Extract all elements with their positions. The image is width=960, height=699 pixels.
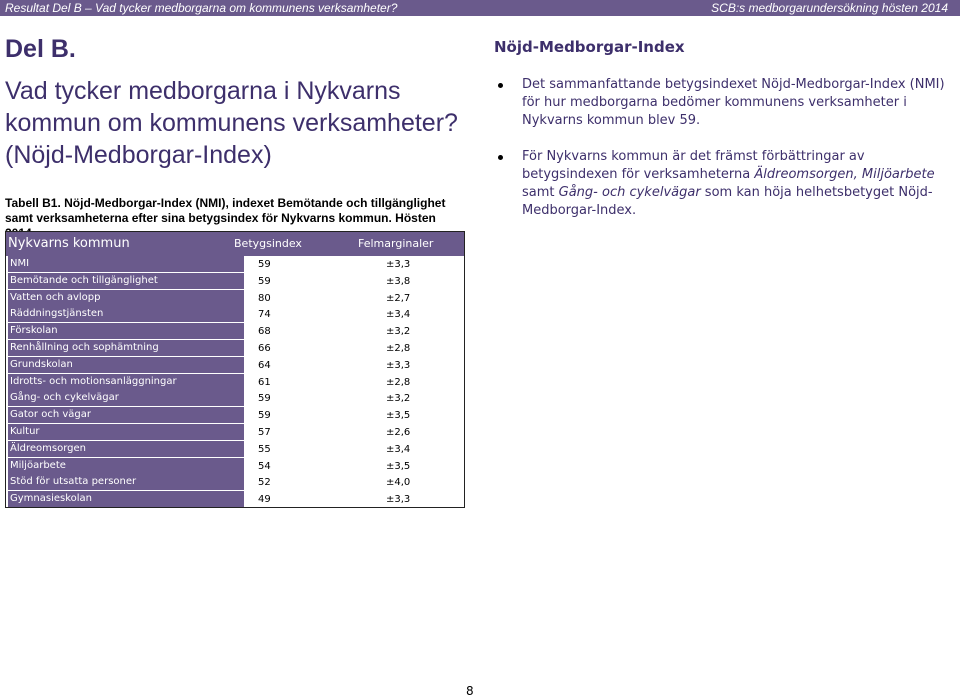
table-caption: Tabell B1. Nöjd-Medborgar-Index (NMI), indexet Bemötande och tillgänglighet samt verksamheterna efter sina betygsindex för Nykvarns kommun. Hösten xyxy=(5,196,446,225)
table-row xyxy=(6,357,464,374)
row-label: Gator och vägar xyxy=(8,407,244,423)
bullet-text: Det sammanfattande betygsindexet Nöjd-Medborgar-Index (NMI) för hur medborgarna bedömer kommunens verksamheter i Nykvarns kommun blev 59. xyxy=(522,77,945,128)
row-score: 66 xyxy=(258,343,271,354)
row-label: Bemötande och tillgänglighet xyxy=(8,273,244,289)
summary-bullets xyxy=(498,76,958,238)
row-margin: ±3,5 xyxy=(386,410,411,422)
bullet-text-middle: samt xyxy=(522,185,559,200)
row-score: 59 xyxy=(258,410,271,422)
row-margin: ±3,8 xyxy=(386,275,411,287)
row-margin: ±2,6 xyxy=(386,427,411,438)
row-margin: ±3,2 xyxy=(386,326,411,338)
row-margin: ±3,3 xyxy=(386,259,411,270)
header-right-text: SCB:s medborgarundersökning hösten 2014 xyxy=(711,1,948,15)
row-label: Äldreomsorgen xyxy=(8,441,244,457)
part-title: Del B. xyxy=(5,35,76,63)
table-row xyxy=(6,374,464,391)
table-row xyxy=(6,290,464,307)
row-margin: ±2,8 xyxy=(386,343,411,354)
table-row xyxy=(6,491,464,508)
row-label: Kultur xyxy=(8,424,244,440)
header-municipality: Nykvarns kommun xyxy=(8,236,130,251)
table-row xyxy=(6,340,464,357)
row-label: Förskolan xyxy=(8,323,244,339)
page-number: 8 xyxy=(466,684,474,698)
row-margin: ±2,8 xyxy=(386,376,411,388)
row-label: Idrotts- och motionsanläggningar xyxy=(8,374,244,390)
table-row xyxy=(6,407,464,424)
row-score: 68 xyxy=(258,326,271,338)
row-label: Stöd för utsatta personer xyxy=(8,474,244,490)
row-score: 52 xyxy=(258,477,271,489)
header-margin: Felmarginaler xyxy=(358,237,434,250)
header-score: Betygsindex xyxy=(234,237,302,250)
table-row xyxy=(6,323,464,340)
row-label: Gymnasieskolan xyxy=(8,491,244,507)
row-score: 54 xyxy=(258,460,271,472)
row-label: Räddningstjänsten xyxy=(8,306,244,322)
table-row xyxy=(6,458,464,475)
bullet-text-italic2: Gång- och cykelvägar xyxy=(558,185,701,200)
row-margin: ±2,7 xyxy=(386,292,411,304)
row-label: Vatten och avlopp xyxy=(8,290,244,306)
results-table xyxy=(5,231,465,508)
table-row xyxy=(6,441,464,458)
row-margin: ±4,0 xyxy=(386,477,411,489)
row-label: Grundskolan xyxy=(8,357,244,373)
bullet-item xyxy=(498,76,958,130)
row-margin: ±3,4 xyxy=(386,309,411,321)
row-margin: ±3,4 xyxy=(386,443,411,455)
table-row xyxy=(6,390,464,407)
row-score: 49 xyxy=(258,494,271,506)
row-score: 59 xyxy=(258,259,271,270)
row-label: NMI xyxy=(8,256,244,272)
row-score: 55 xyxy=(258,443,271,455)
row-label: Gång- och cykelvägar xyxy=(8,390,244,406)
bullet-text-after: som kan höja helhetsbetyget Nöjd-Medborgar-Index. xyxy=(522,185,933,218)
row-label: Renhållning och sophämtning xyxy=(8,340,244,356)
bullet-icon xyxy=(498,155,503,160)
table-row xyxy=(6,424,464,441)
row-score: 80 xyxy=(258,292,271,304)
page-header xyxy=(0,0,960,16)
row-label: Miljöarbete xyxy=(8,458,244,474)
table-header xyxy=(6,232,464,256)
row-score: 64 xyxy=(258,359,271,371)
row-score: 74 xyxy=(258,309,271,321)
main-title: Vad tycker medborgarna i Nykvarns kommun om kommunens verksamheter? (Nöjd-Medborgar-Index) xyxy=(5,77,458,169)
bullet-text-before: För Nykvarns kommun är det främst förbättringar av betygsindexen för verksamheterna xyxy=(522,149,865,182)
row-margin: ±3,5 xyxy=(386,460,411,472)
bullet-text-italic: Äldreomsorgen, Miljöarbete xyxy=(754,167,935,182)
table-row xyxy=(6,256,464,273)
row-score: 61 xyxy=(258,376,271,388)
row-score: 57 xyxy=(258,427,271,438)
table-row xyxy=(6,306,464,323)
table-row xyxy=(6,474,464,491)
row-score: 59 xyxy=(258,275,271,287)
side-title: Nöjd-Medborgar-Index xyxy=(494,38,685,56)
row-score: 59 xyxy=(258,393,271,405)
row-margin: ±3,2 xyxy=(386,393,411,405)
table-body xyxy=(6,256,464,507)
bullet-icon xyxy=(498,83,503,88)
header-left-text: Resultat Del B – Vad tycker medborgarna om kommunens verksamheter? xyxy=(5,1,398,15)
bullet-item xyxy=(498,148,958,220)
table-row xyxy=(6,273,464,290)
row-margin: ±3,3 xyxy=(386,359,411,371)
row-margin: ±3,3 xyxy=(386,494,411,506)
